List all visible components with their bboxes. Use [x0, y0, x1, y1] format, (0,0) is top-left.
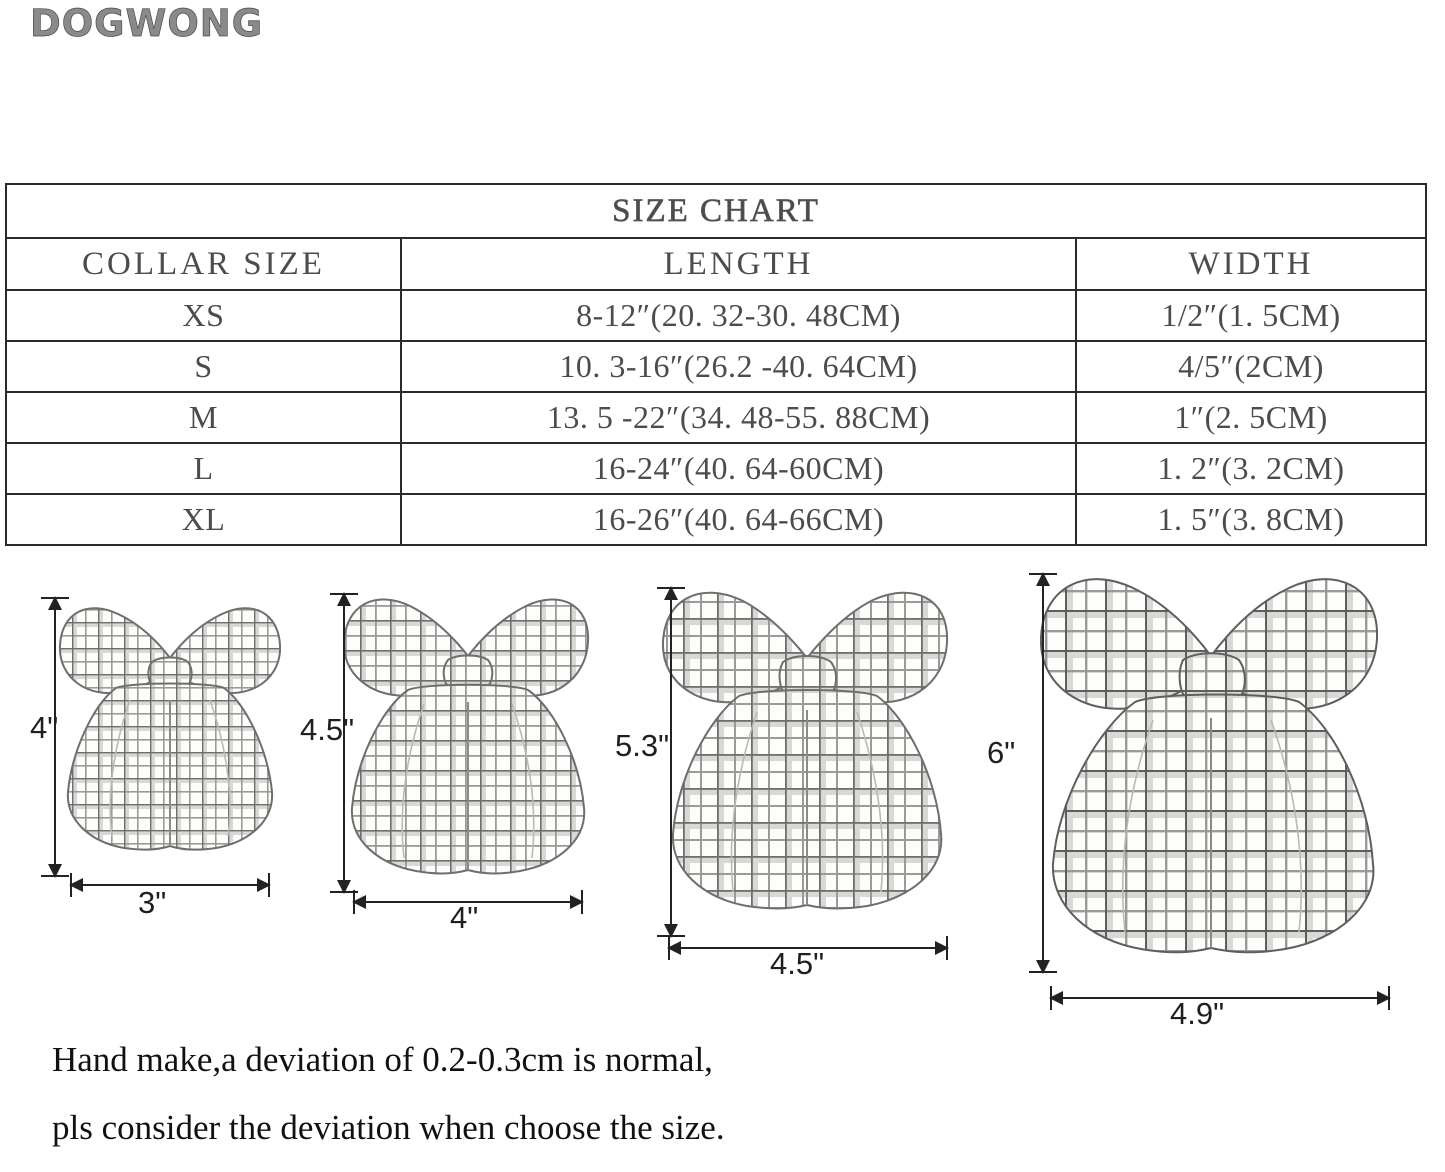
- bow-xs-width-label: 3": [138, 885, 167, 920]
- note-line-1: Hand make,a deviation of 0.2-0.3cm is normal,: [52, 1040, 713, 1079]
- table-row: [6, 443, 1426, 494]
- cell-collar-xl: XL: [6, 494, 401, 545]
- cell-collar-m: M: [6, 392, 401, 443]
- cell-width-m: 1″(2. 5CM): [1076, 392, 1426, 443]
- bow-group-s: [300, 560, 630, 935]
- size-chart-table: [5, 183, 1427, 546]
- table-row: [6, 392, 1426, 443]
- brand-logo: DOGWONG: [30, 2, 264, 45]
- bow-l-height-label: 6": [987, 735, 1016, 770]
- bow-group-m: [615, 550, 985, 981]
- bow-m-height-arrow: [641, 582, 701, 952]
- bow-group-l: [985, 530, 1425, 1031]
- bow-xs-width-arrow: [65, 865, 275, 905]
- bow-l-height-arrow: [1013, 568, 1073, 988]
- cell-width-xs: 1/2″(1. 5CM): [1076, 290, 1426, 341]
- bow-group-xs: [20, 570, 320, 920]
- note-line-2: pls consider the deviation when choose the size.: [52, 1108, 725, 1147]
- bow-l-width-label: 4.9": [1170, 996, 1225, 1031]
- bow-s-width-label: 4": [450, 900, 479, 935]
- cell-length-s: 10. 3-16″(26.2 -40. 64CM): [401, 341, 1076, 392]
- cell-length-xs: 8-12″(20. 32-30. 48CM): [401, 290, 1076, 341]
- table-row: [6, 341, 1426, 392]
- header-width: WIDTH: [1076, 238, 1426, 290]
- cell-collar-s: S: [6, 341, 401, 392]
- cell-width-s: 4/5″(2CM): [1076, 341, 1426, 392]
- bow-s-height-label: 4.5": [300, 712, 355, 747]
- bow-m-width-label: 4.5": [770, 946, 825, 981]
- cell-width-xl: 1. 5″(3. 8CM): [1076, 494, 1426, 545]
- cell-length-m: 13. 5 -22″(34. 48-55. 88CM): [401, 392, 1076, 443]
- bow-illustrations: [0, 560, 1445, 1060]
- header-collar-size: COLLAR SIZE: [6, 238, 401, 290]
- bow-s-height-arrow: [314, 588, 374, 908]
- cell-width-l: 1. 2″(3. 2CM): [1076, 443, 1426, 494]
- table-title-row: [6, 184, 1426, 238]
- bow-m-height-label: 5.3": [615, 728, 670, 763]
- table-row: [6, 290, 1426, 341]
- cell-length-l: 16-24″(40. 64-60CM): [401, 443, 1076, 494]
- header-length: LENGTH: [401, 238, 1076, 290]
- cell-collar-xs: XS: [6, 290, 401, 341]
- cell-collar-l: L: [6, 443, 401, 494]
- size-chart-title: SIZE CHART: [6, 184, 1426, 238]
- cell-length-xl: 16-26″(40. 64-66CM): [401, 494, 1076, 545]
- table-header-row: [6, 238, 1426, 290]
- bow-xs-height-label: 4": [30, 710, 59, 745]
